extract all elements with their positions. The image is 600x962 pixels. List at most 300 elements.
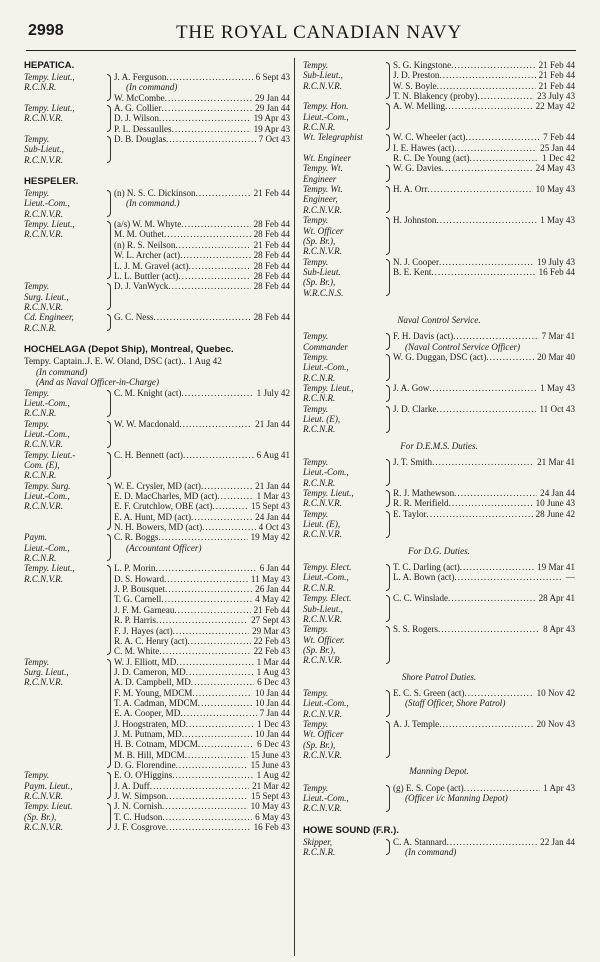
rank-label bbox=[303, 101, 385, 132]
officer-group bbox=[303, 184, 575, 215]
officer-group bbox=[303, 132, 575, 153]
rank-line: Tempy. bbox=[303, 331, 329, 342]
seniority-date: 25 Jan 44 bbox=[540, 142, 575, 153]
rank-line: Tempy. bbox=[24, 770, 50, 781]
officer-name: J. Hoogstraten, MD bbox=[114, 718, 186, 729]
dot-leader bbox=[453, 331, 539, 341]
dot-leader bbox=[427, 509, 533, 519]
dot-leader bbox=[465, 132, 540, 142]
rank-line: R.C.N.V.R. bbox=[24, 208, 63, 219]
rank-line: Sub-Lieut., bbox=[303, 70, 343, 81]
seniority-date: 11 Oct 43 bbox=[539, 403, 575, 414]
officer-list bbox=[114, 419, 290, 429]
rank-line: R.C.N.V.R. bbox=[24, 573, 63, 584]
rank-label bbox=[24, 801, 106, 832]
officer-name: N. H. Bowers, MD (act) bbox=[114, 522, 203, 533]
officer-entry bbox=[114, 450, 290, 460]
dot-leader bbox=[179, 419, 252, 429]
officer-entry bbox=[114, 667, 290, 677]
rank-line: Engineer bbox=[303, 173, 337, 184]
seniority-date: 1 Apr 43 bbox=[543, 782, 575, 793]
officer-name: (n) R. S. Neilson bbox=[114, 239, 176, 250]
dot-leader bbox=[162, 801, 248, 811]
officer-group bbox=[303, 331, 575, 352]
rank-line: Lieut.-Com., bbox=[24, 198, 70, 209]
officer-group bbox=[24, 563, 290, 656]
officer-group bbox=[24, 134, 290, 165]
officer-name: W. J. Elliott, MD bbox=[114, 656, 177, 667]
officer-list bbox=[393, 404, 575, 414]
ship-heading: HOWE SOUND (F.R.). bbox=[303, 824, 399, 836]
dot-leader bbox=[165, 584, 252, 594]
dot-leader bbox=[188, 636, 251, 646]
rank-line: Tempy. Lieut. bbox=[24, 801, 73, 812]
officer-name: J. A. Ferguson bbox=[114, 72, 167, 82]
dot-leader bbox=[166, 134, 256, 144]
rank-label bbox=[24, 103, 106, 124]
command-note: (In command) bbox=[36, 366, 88, 377]
officer-name: J. A. Duff bbox=[114, 780, 150, 791]
section-spacer bbox=[303, 814, 575, 825]
rank-label bbox=[303, 184, 385, 215]
dot-leader bbox=[451, 60, 536, 70]
officer-group bbox=[303, 404, 575, 435]
rank-line: Paym. Lieut., bbox=[24, 780, 73, 791]
dot-leader bbox=[431, 267, 535, 277]
officer-group bbox=[24, 72, 290, 103]
rank-line: Sub-Lieut., bbox=[24, 144, 64, 155]
officer-group bbox=[24, 419, 290, 450]
officer-name: S. S. Rogers bbox=[393, 624, 438, 635]
dot-leader bbox=[153, 312, 250, 322]
brace-mark bbox=[106, 281, 114, 312]
rank-line: R.C.N.R. bbox=[303, 477, 336, 488]
officer-group bbox=[24, 532, 290, 563]
officer-name: T. C. Darling (act) bbox=[393, 562, 460, 573]
dot-leader bbox=[477, 91, 534, 101]
officer-list bbox=[114, 450, 290, 460]
rank-line: R.C.N.V.R. bbox=[24, 113, 63, 124]
dot-leader bbox=[439, 257, 534, 267]
seniority-date: 10 Jan 44 bbox=[255, 728, 290, 739]
seniority-date: 10 June 43 bbox=[535, 498, 575, 509]
seniority-date: 16 Feb 43 bbox=[253, 822, 290, 833]
officer-name: R. C. De Young (act) bbox=[393, 153, 470, 164]
officer-name: J. D. Preston bbox=[393, 70, 440, 81]
rank-line: Lieut.-Com., bbox=[24, 542, 70, 553]
officer-group bbox=[24, 770, 290, 801]
officer-name: L. A. Bown (act) bbox=[393, 572, 455, 583]
officer-entry bbox=[114, 760, 290, 770]
officer-entry bbox=[114, 719, 290, 729]
officer-name: A. W. Melling bbox=[393, 101, 446, 112]
brace-mark bbox=[385, 383, 393, 404]
rank-line: Tempy. bbox=[303, 351, 329, 362]
command-line: Tempy. Captain..J. E. W. Oland, DSC (act).. 1 Aug 42 bbox=[24, 355, 222, 366]
officer-name: F. M. Young, MDCM bbox=[114, 687, 193, 698]
running-title: THE ROYAL CANADIAN NAVY bbox=[176, 22, 462, 43]
officer-entry bbox=[114, 657, 290, 667]
seniority-date: 20 Mar 40 bbox=[537, 351, 575, 362]
rank-line: Tempy. Lieut., bbox=[24, 563, 75, 574]
rank-line: R.C.N.V.R. bbox=[24, 154, 63, 165]
officer-name: R. P. Harris bbox=[114, 615, 156, 626]
officer-entry bbox=[114, 134, 290, 144]
officer-entry bbox=[393, 163, 575, 173]
rank-label bbox=[303, 215, 385, 256]
dot-leader bbox=[180, 250, 251, 260]
officer-entry bbox=[393, 572, 575, 582]
dot-leader bbox=[198, 739, 254, 749]
rank-line: R.C.N.R. bbox=[303, 372, 336, 383]
officer-list bbox=[393, 101, 575, 111]
rank-line: R.C.N.V.R. bbox=[24, 229, 63, 240]
rank-line: Surg. Lieut., bbox=[24, 666, 69, 677]
dot-leader bbox=[201, 481, 252, 491]
officer-name: H. B. Cotnam, MDCM bbox=[114, 739, 198, 750]
rank-line: (Sp. Br.), bbox=[303, 739, 336, 750]
officer-name: D. G. Florendine bbox=[114, 759, 176, 770]
rank-line: R.C.N.V.R. bbox=[24, 822, 63, 833]
officer-list bbox=[393, 688, 575, 709]
officer-entry bbox=[114, 532, 290, 542]
ship-heading: HEPATICA. bbox=[24, 60, 75, 71]
officer-list bbox=[393, 352, 575, 362]
officer-name: E. C. S. Green (act) bbox=[393, 687, 465, 698]
seniority-date: 7 Mar 41 bbox=[541, 331, 575, 342]
officer-name: M. B. Hill, MDCM bbox=[114, 749, 185, 760]
officer-group bbox=[24, 481, 290, 533]
officer-group bbox=[24, 801, 290, 832]
officer-list bbox=[114, 103, 290, 134]
seniority-date: 21 Jan 44 bbox=[255, 418, 290, 429]
rank-line: Tempy. bbox=[303, 508, 329, 519]
rank-label bbox=[24, 388, 106, 419]
officer-entry bbox=[114, 646, 290, 656]
officer-entry bbox=[393, 184, 575, 194]
rank-line: Lieut.-Com., bbox=[24, 428, 70, 439]
rank-label bbox=[303, 352, 385, 383]
rank-line: R.C.N.V.R. bbox=[303, 803, 342, 814]
officer-list bbox=[114, 388, 290, 398]
officer-list bbox=[114, 219, 290, 281]
officer-name: W. L. Archer (act) bbox=[114, 250, 181, 261]
brace-mark bbox=[106, 72, 114, 103]
brace-mark bbox=[106, 563, 114, 656]
dot-leader bbox=[448, 593, 536, 603]
rank-label bbox=[24, 134, 106, 165]
rank-label bbox=[303, 331, 385, 352]
dot-leader bbox=[164, 574, 248, 584]
officer-list bbox=[114, 481, 290, 533]
dot-leader bbox=[454, 143, 537, 153]
rank-line: R.C.N.V.R. bbox=[303, 708, 342, 719]
rank-line: Tempy. bbox=[24, 134, 50, 145]
brace-mark bbox=[106, 188, 114, 219]
seniority-date: 28 Feb 44 bbox=[253, 270, 290, 281]
officer-entry bbox=[114, 615, 290, 625]
officer-entry bbox=[393, 562, 575, 572]
rank-label bbox=[303, 383, 385, 404]
officer-name: F. J. Hayes (act) bbox=[114, 625, 173, 636]
rank-line: R.C.N.V.R. bbox=[24, 301, 63, 312]
officer-entry bbox=[114, 124, 290, 134]
rank-label bbox=[303, 688, 385, 719]
officer-entry bbox=[114, 750, 290, 760]
rank-line: Tempy. bbox=[303, 782, 329, 793]
officer-entry bbox=[393, 383, 575, 393]
dot-leader bbox=[439, 719, 533, 729]
officer-entry bbox=[114, 229, 290, 239]
seniority-date: 28 Feb 44 bbox=[253, 250, 290, 261]
brace-mark bbox=[385, 331, 393, 352]
rank-line: Tempy. Lieut., bbox=[24, 219, 75, 230]
brace-mark bbox=[385, 593, 393, 624]
rank-label bbox=[24, 450, 106, 481]
officer-group bbox=[24, 450, 290, 481]
rank-line: Tempy. bbox=[24, 656, 50, 667]
officer-name: P. L. Dessaulles bbox=[114, 123, 172, 134]
seniority-date: 1 Dec 43 bbox=[257, 718, 290, 729]
dot-leader bbox=[176, 657, 253, 667]
rank-label bbox=[303, 404, 385, 435]
rank-line: Lieut. (E), bbox=[303, 414, 341, 424]
rank-label bbox=[303, 624, 385, 665]
seniority-date: — bbox=[565, 572, 575, 583]
seniority-date: 21 Feb 44 bbox=[253, 239, 290, 250]
rank-line: R.C.N.V.R. bbox=[24, 439, 63, 450]
officer-entry bbox=[114, 605, 290, 615]
dot-leader bbox=[439, 70, 535, 80]
seniority-date: 10 May 43 bbox=[250, 801, 290, 812]
officer-name: C. H. Bennett (act) bbox=[114, 449, 183, 460]
officer-name: F. H. Davis (act) bbox=[393, 331, 454, 342]
officer-name: C. M. White bbox=[114, 646, 160, 657]
dot-leader bbox=[173, 626, 249, 636]
dot-leader bbox=[186, 719, 254, 729]
officer-group bbox=[24, 657, 290, 771]
officer-group bbox=[303, 153, 575, 163]
rank-line: Lieut.-Com., bbox=[303, 572, 349, 583]
officer-name: D. S. Howard bbox=[114, 573, 165, 584]
officer-name: W. McCombe bbox=[114, 92, 165, 103]
seniority-date: 24 May 43 bbox=[535, 163, 575, 174]
seniority-date: 1 Mar 43 bbox=[256, 491, 290, 502]
dot-leader bbox=[166, 791, 248, 801]
rank-line: R.C.N.R. bbox=[303, 393, 336, 404]
brace-mark bbox=[385, 257, 393, 298]
officer-group bbox=[24, 103, 290, 134]
officer-entry bbox=[114, 481, 290, 491]
dot-leader bbox=[470, 153, 540, 163]
officer-name: E. A. Cooper, MD bbox=[114, 708, 181, 719]
officer-entry bbox=[114, 72, 290, 82]
officer-name: J. T. Smith bbox=[393, 457, 433, 468]
dot-leader bbox=[162, 812, 252, 822]
rank-line: R.C.N.R. bbox=[24, 408, 57, 419]
ship-heading: HOCHELAGA (Depot Ship), Montreal, Quebec. bbox=[24, 343, 234, 355]
dot-leader bbox=[191, 512, 252, 522]
dot-leader bbox=[442, 163, 533, 173]
seniority-date: 22 Feb 43 bbox=[253, 646, 290, 657]
brace-mark bbox=[106, 801, 114, 832]
seniority-date: 19 July 43 bbox=[537, 256, 575, 267]
officer-name: T. N. Blakency (proby) bbox=[393, 91, 478, 102]
seniority-date: 28 Apr 41 bbox=[538, 593, 575, 604]
officer-name: W. C. Wheeler (act) bbox=[393, 132, 466, 143]
officer-list bbox=[114, 657, 290, 771]
officer-group bbox=[303, 215, 575, 256]
officer-name: J. A. Gow bbox=[393, 382, 430, 393]
officer-name: C. M. Knight (act) bbox=[114, 387, 182, 398]
rank-label bbox=[24, 481, 106, 512]
officer-entry bbox=[393, 132, 575, 142]
officer-group bbox=[303, 509, 575, 540]
rank-line: Tempy. Lieut., bbox=[24, 103, 75, 114]
brace-mark bbox=[385, 488, 393, 509]
brace-mark bbox=[385, 352, 393, 383]
subsection-heading: For D.G. Duties. bbox=[408, 545, 470, 556]
dot-leader bbox=[161, 594, 252, 604]
officer-entry bbox=[114, 563, 290, 573]
brace-mark bbox=[385, 624, 393, 665]
dot-leader bbox=[164, 229, 251, 239]
brace-mark bbox=[385, 688, 393, 719]
dot-leader bbox=[427, 184, 532, 194]
rank-line: Sub-Lieut., bbox=[303, 603, 343, 614]
dot-leader bbox=[181, 219, 250, 229]
dot-leader bbox=[174, 605, 250, 615]
brace-mark bbox=[106, 450, 114, 481]
officer-name: M. M. Outhet bbox=[114, 229, 165, 240]
officer-entry bbox=[114, 636, 290, 646]
officer-entry bbox=[393, 153, 575, 163]
rank-line: Lieut.-Com., bbox=[303, 698, 349, 709]
officer-name: A. J. Temple bbox=[393, 718, 440, 729]
officer-entry bbox=[114, 388, 290, 398]
officer-entry bbox=[114, 312, 290, 322]
officer-name: W. G. Duggan, DSC (act) bbox=[393, 351, 487, 362]
seniority-date: 10 Jan 44 bbox=[255, 697, 290, 708]
rank-line: Wt. Telegraphist bbox=[303, 132, 363, 143]
dot-leader bbox=[212, 501, 248, 511]
rank-label bbox=[24, 563, 106, 584]
page-number: 2998 bbox=[28, 22, 64, 39]
officer-list bbox=[393, 593, 575, 603]
seniority-date: 4 May 42 bbox=[255, 594, 290, 605]
rank-label bbox=[303, 257, 385, 298]
rank-line: R.C.N.R. bbox=[24, 82, 57, 93]
dot-leader bbox=[436, 404, 536, 414]
rank-line: Com. (E), bbox=[24, 460, 60, 470]
brace-mark bbox=[106, 312, 114, 333]
dot-leader bbox=[158, 532, 247, 542]
officer-entry bbox=[114, 791, 290, 801]
officer-entry bbox=[393, 81, 575, 91]
seniority-date: 16 Feb 44 bbox=[538, 266, 575, 277]
seniority-date: 24 Jan 44 bbox=[540, 488, 575, 499]
seniority-date: 21 Feb 44 bbox=[253, 604, 290, 615]
rank-label bbox=[303, 163, 385, 184]
seniority-date: 6 Dec 43 bbox=[257, 677, 290, 688]
officer-group bbox=[303, 163, 575, 184]
brace-mark bbox=[106, 419, 114, 450]
officer-name: J. F. Cosgrove bbox=[114, 822, 166, 833]
rank-line: R.C.N.V.R. bbox=[24, 677, 63, 688]
header-rule bbox=[26, 50, 576, 51]
rank-line: Skipper, bbox=[303, 836, 333, 847]
section-spacer bbox=[24, 165, 290, 176]
section-spacer bbox=[24, 333, 290, 344]
officer-name: W. S. Boyle bbox=[393, 80, 437, 91]
dot-leader bbox=[436, 215, 537, 225]
officer-name: E. A. Hunt, MD (act) bbox=[114, 511, 192, 522]
dot-leader bbox=[166, 822, 251, 832]
officer-entry bbox=[114, 626, 290, 636]
rank-label bbox=[24, 532, 106, 563]
officer-note: (Officer i/c Manning Depot) bbox=[405, 793, 508, 803]
dot-leader bbox=[202, 522, 256, 532]
subsection-heading: For D.E.M.S. Duties. bbox=[400, 440, 478, 451]
officer-name: H. A. Orr bbox=[393, 184, 428, 195]
officer-group bbox=[303, 352, 575, 383]
brace-mark bbox=[385, 837, 393, 858]
seniority-date: 19 Apr 43 bbox=[253, 113, 290, 124]
seniority-date: 23 July 43 bbox=[537, 91, 575, 102]
rank-line: (Sp. Br.), bbox=[303, 235, 336, 246]
officer-name: B. E. Kent bbox=[393, 266, 432, 277]
rank-label bbox=[24, 657, 106, 688]
officer-entry bbox=[114, 501, 290, 511]
dot-leader bbox=[432, 457, 534, 467]
seniority-date: 1 July 42 bbox=[256, 387, 290, 398]
brace-mark bbox=[385, 153, 393, 163]
dot-leader bbox=[175, 240, 250, 250]
officer-list bbox=[114, 72, 290, 103]
seniority-date: 19 Mar 41 bbox=[537, 562, 575, 573]
rank-line: Tempy. bbox=[24, 418, 50, 429]
rank-line: R.C.N.V.R. bbox=[303, 529, 342, 540]
rank-line: Tempy. Wt. bbox=[303, 184, 343, 195]
officer-entry bbox=[114, 574, 290, 584]
officer-entry bbox=[393, 783, 575, 793]
rank-line: (Sp. Br.), bbox=[303, 644, 336, 655]
officer-name: E. F. Crutchlow, OBE (act) bbox=[114, 501, 213, 512]
seniority-date: 26 Jan 44 bbox=[255, 584, 290, 595]
rank-label bbox=[24, 419, 106, 450]
rank-line: Sub-Lieut. bbox=[303, 266, 341, 277]
seniority-date: 28 Feb 44 bbox=[253, 312, 290, 323]
rank-label bbox=[24, 72, 106, 93]
dot-leader bbox=[159, 113, 251, 123]
dot-leader bbox=[155, 563, 256, 573]
dot-leader bbox=[159, 646, 250, 656]
rank-line: Tempy. bbox=[24, 281, 50, 292]
officer-name: I. E. Hawes (act) bbox=[393, 142, 455, 153]
rank-line: (Sp. Br.), bbox=[24, 811, 57, 822]
officer-name: J. D. Cameron, MD bbox=[114, 666, 186, 677]
rank-line: Lieut.-Com., bbox=[24, 397, 70, 408]
dot-leader bbox=[217, 491, 253, 501]
officer-entry bbox=[393, 267, 575, 277]
rank-line: Lieut.-Com., bbox=[303, 793, 349, 803]
officer-name: (g) E. S. Cope (act) bbox=[393, 782, 464, 793]
seniority-date: 21 Feb 44 bbox=[538, 60, 575, 70]
subsection-heading: Naval Control Service. bbox=[397, 314, 481, 325]
officer-note: (In command) bbox=[126, 82, 178, 93]
officer-group bbox=[303, 837, 575, 858]
seniority-date: 15 Sept 43 bbox=[251, 501, 290, 512]
